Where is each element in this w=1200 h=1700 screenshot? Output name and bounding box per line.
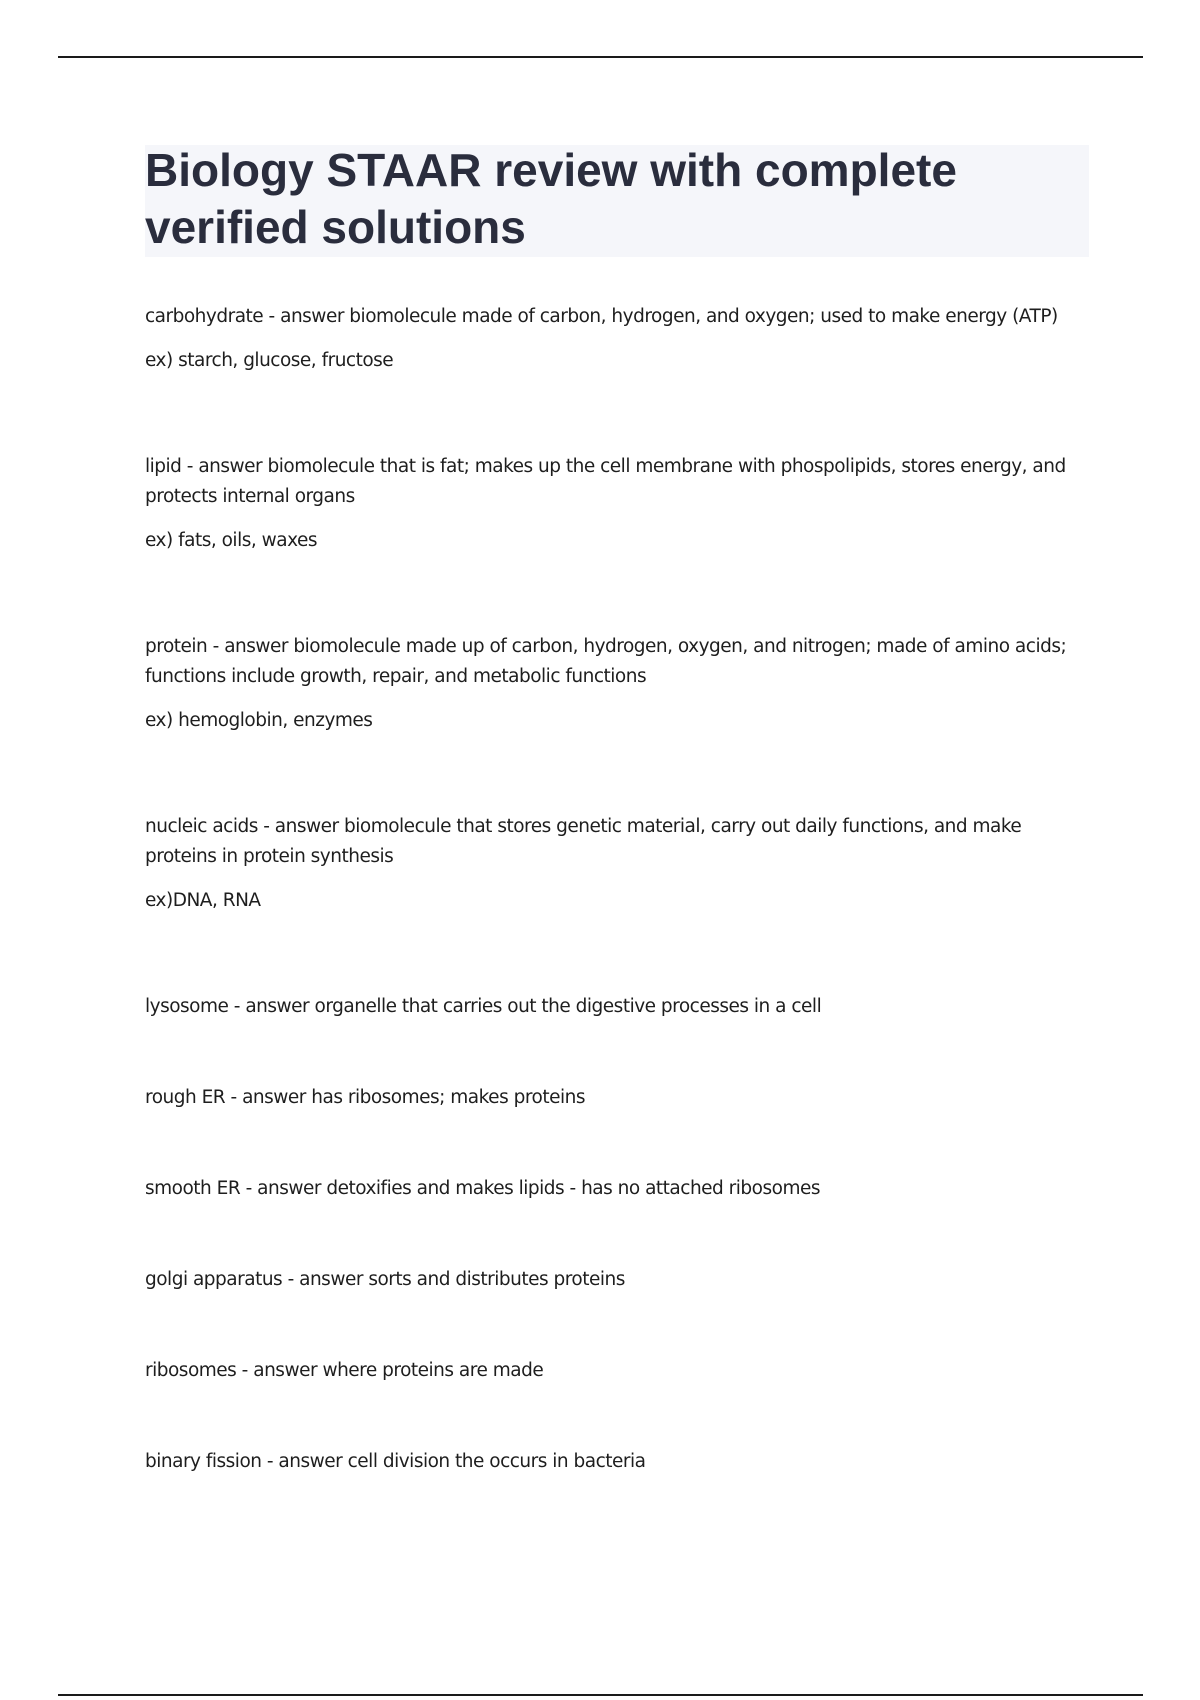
entry-text: nucleic acids - answer biomolecule that stores genetic material, carry out daily functions, and make proteins in protein synthesis: [145, 816, 1022, 867]
bottom-rule: [58, 1694, 1143, 1696]
list-item: [145, 632, 1095, 736]
list-item: [145, 1447, 1095, 1477]
entry-text: binary fission - answer cell division the occurs in bacteria: [145, 1451, 646, 1472]
entry-example: ex) hemoglobin, enzymes: [145, 710, 373, 731]
entry-example: ex) starch, glucose, fructose: [145, 350, 394, 371]
top-rule: [58, 56, 1143, 58]
list-item: [145, 992, 1095, 1022]
list-item: [145, 1174, 1095, 1204]
entry-text: lipid - answer biomolecule that is fat; makes up the cell membrane with phospolipids, stores energy, and protects internal organs: [145, 456, 1066, 507]
list-item: [145, 452, 1095, 556]
entry-text: smooth ER - answer detoxifies and makes lipids - has no attached ribosomes: [145, 1178, 820, 1199]
entry-example: ex) fats, oils, waxes: [145, 530, 317, 551]
entry-example: ex)DNA, RNA: [145, 890, 261, 911]
list-item: [145, 812, 1095, 916]
entry-text: lysosome - answer organelle that carries out the digestive processes in a cell: [145, 996, 822, 1017]
list-item: [145, 1083, 1095, 1113]
entry-text: carbohydrate - answer biomolecule made of carbon, hydrogen, and oxygen; used to make energy (ATP): [145, 306, 1058, 327]
entry-text: rough ER - answer has ribosomes; makes proteins: [145, 1087, 585, 1108]
document-title: Biology STAAR review with complete verified solutions: [145, 144, 957, 253]
entry-text: protein - answer biomolecule made up of carbon, hydrogen, oxygen, and nitrogen; made of amino acids; functions include growth, repair, and metabolic functions: [145, 636, 1067, 687]
entry-text: ribosomes - answer where proteins are made: [145, 1360, 544, 1381]
entry-text: golgi apparatus - answer sorts and distributes proteins: [145, 1269, 625, 1290]
list-item: [145, 1265, 1095, 1295]
list-item: [145, 1356, 1095, 1386]
list-item: [145, 302, 1095, 376]
entry-list: [145, 302, 1095, 1538]
